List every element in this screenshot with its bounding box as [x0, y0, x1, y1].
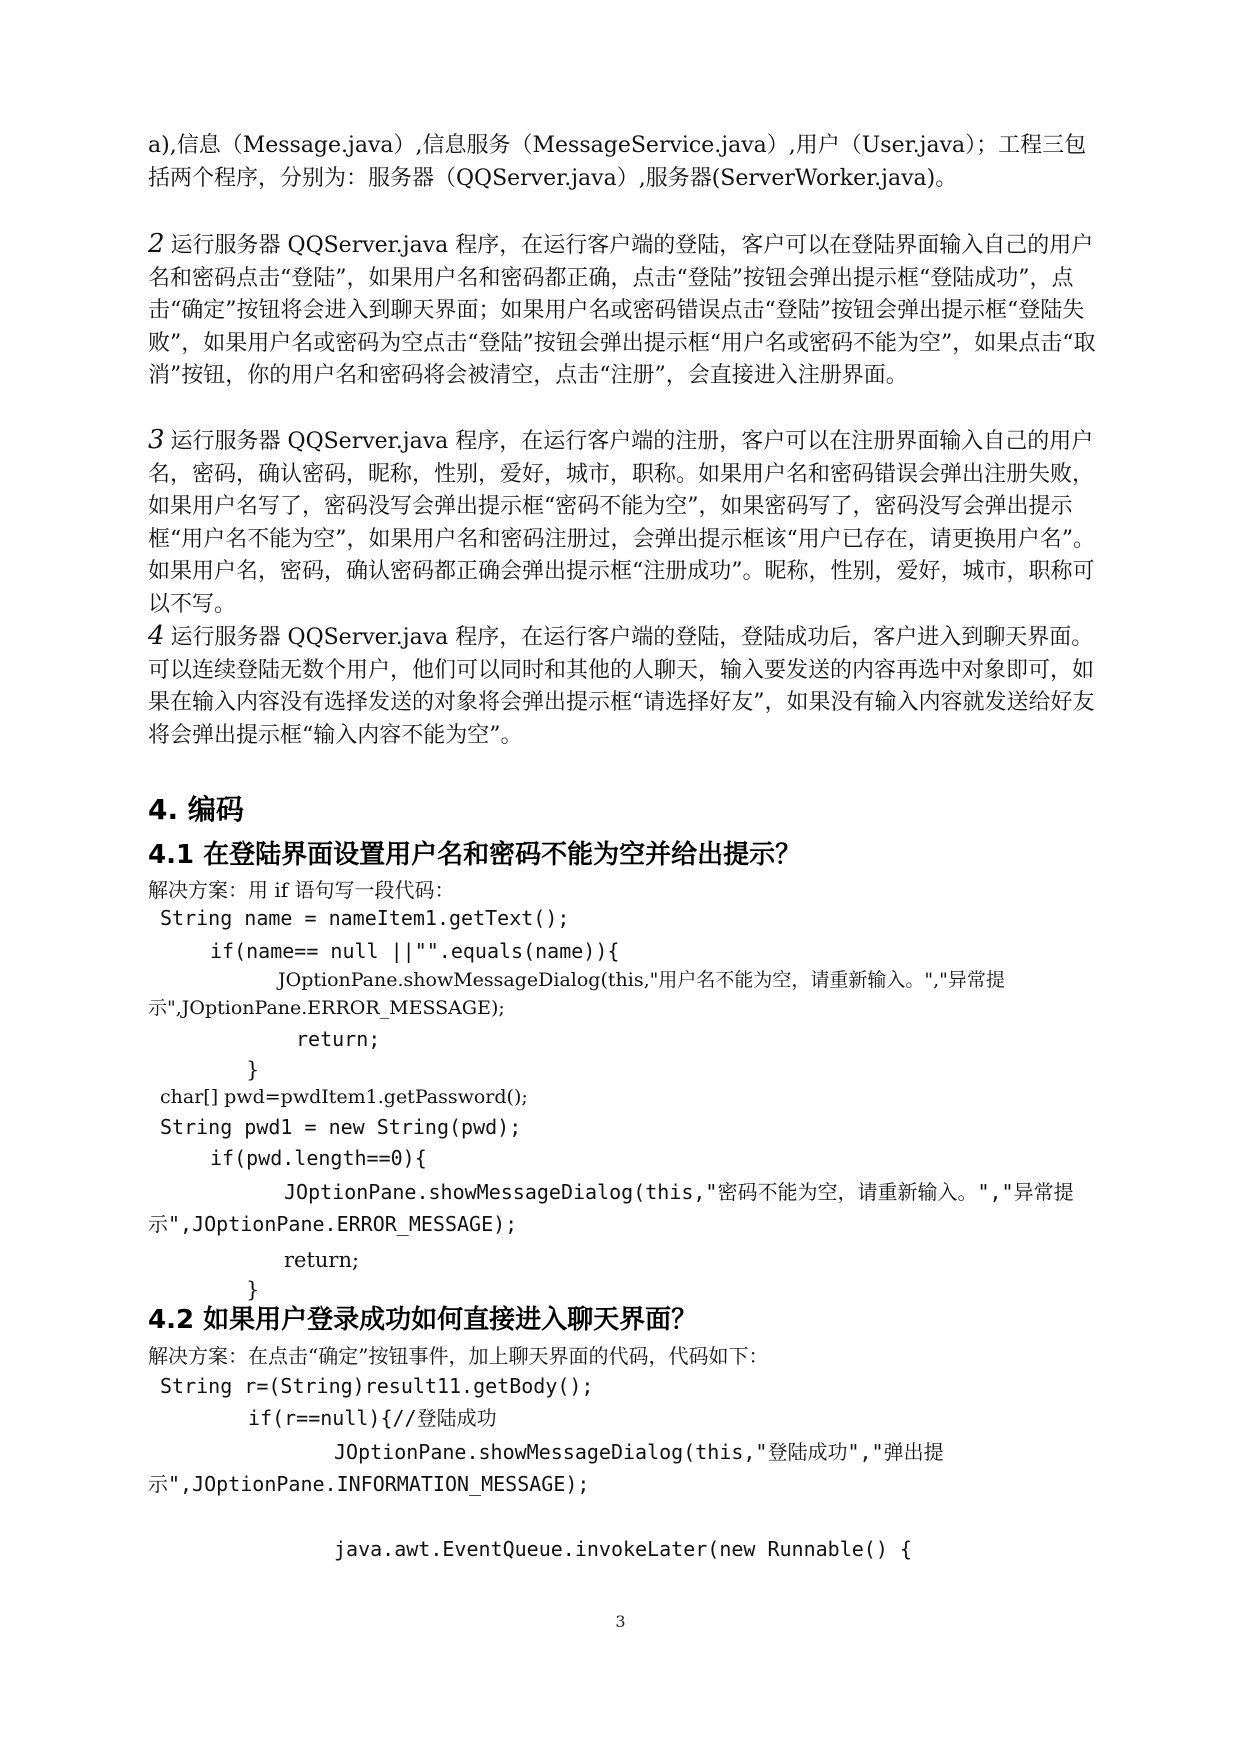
- code-line: }: [246, 1058, 260, 1082]
- item-2-text: 运行服务器 QQServer.java 程序，在运行客户端的登陆，客户可以在登陆界面输入自己的用户名和密码点击“登陆”，如果用户名和密码都正确，点击“登陆”按钮会弹出提示框“登陆成功”，点击“确定”按钮将会进入到聊天界面；如果用户名或密码错误点击“登陆”按钮会弹出提示框“登陆失败”，如果用户名或密码为空点击“登陆”按钮会弹出提示框“用户名或密码不能为空”，如果点击“取消”按钮，你的用户名和密码将会被清空，点击“注册”，会直接进入注册界面。: [148, 233, 1096, 389]
- code-line: char[] pwd=pwdItem1.getPassword();: [160, 1086, 528, 1108]
- code-line: java.awt.EventQueue.invokeLater(new Runnable() {: [334, 1537, 912, 1561]
- code-line: String r=(String)result11.getBody();: [160, 1374, 594, 1398]
- intro-paragraph: a),信息（Message.java）,信息服务（MessageService.java）,用户（User.java）；工程三包括两个程序，分别为：服务器（QQServer.java）,服务器(ServerWorker.java)。: [148, 133, 1087, 191]
- item-4-number: 4: [148, 621, 165, 651]
- item-3-number: 3: [148, 425, 165, 455]
- code-line: return;: [284, 1248, 360, 1272]
- question-1-title: 4.1 在登陆界面设置用户名和密码不能为空并给出提示？: [148, 840, 802, 870]
- question-1-solution: 解决方案：用 if 语句写一段代码：: [148, 878, 455, 902]
- item-4-paragraph: [148, 620, 1098, 752]
- code-line: if(name== null ||"".equals(name)){: [210, 939, 620, 963]
- section-heading: 4. 编码: [148, 793, 244, 826]
- question-2-title: 4.2 如果用户登录成功如何直接进入聊天界面？: [148, 1305, 698, 1335]
- item-2-number: 2: [148, 229, 165, 259]
- item-3-text: 运行服务器 QQServer.java 程序，在运行客户端的注册，客户可以在注册界面输入自己的用户名，密码，确认密码，昵称，性别，爱好，城市，职称。如果用户名和密码错误会弹出注册失败，如果用户名写了，密码没写会弹出提示框“密码不能为空”，如果密码写了，密码没写会弹出提示框“用户名不能为空”，如果用户名和密码注册过，会弹出提示框该“用户已存在，请更换用户名”。如果用户名，密码，确认密码都正确会弹出提示框“注册成功”。昵称，性别，爱好，城市，职称可以不写。: [148, 429, 1095, 617]
- item-2-paragraph: [148, 228, 1098, 393]
- item-3-paragraph: [148, 424, 1098, 622]
- question-2-solution: 解决方案：在点击“确定”按钮事件，加上聊天界面的代码，代码如下：: [148, 1344, 769, 1368]
- code-line: }: [246, 1278, 260, 1302]
- code-line: if(r==null){//登陆成功: [248, 1406, 497, 1430]
- code-line: return;: [296, 1027, 381, 1051]
- code-line: JOptionPane.showMessageDialog(this,"登陆成功","弹出提示",JOptionPane.INFORMATION_MESSAGE);: [148, 1440, 944, 1496]
- code-line: String name = nameItem1.getText();: [160, 906, 570, 930]
- code-line: JOptionPane.showMessageDialog(this,"用户名不能为空，请重新输入。","异常提示",JOptionPane.ERROR_MESSAGE);: [148, 969, 1005, 1019]
- page-number: 3: [615, 1612, 626, 1631]
- code-line: JOptionPane.showMessageDialog(this,"密码不能为空，请重新输入。","异常提示",JOptionPane.ERROR_MESSAGE);: [148, 1180, 1074, 1236]
- code-line: String pwd1 = new String(pwd);: [160, 1115, 522, 1139]
- item-4-text: 运行服务器 QQServer.java 程序，在运行客户端的登陆，登陆成功后，客户进入到聊天界面。可以连续登陆无数个用户，他们可以同时和其他的人聊天，输入要发送的内容再选中对象即可，如果在输入内容没有选择发送的对象将会弹出提示框“请选择好友”，如果没有输入内容就发送给好友将会弹出提示框“输入内容不能为空”。: [148, 625, 1095, 748]
- code-line: if(pwd.length==0){: [210, 1146, 427, 1170]
